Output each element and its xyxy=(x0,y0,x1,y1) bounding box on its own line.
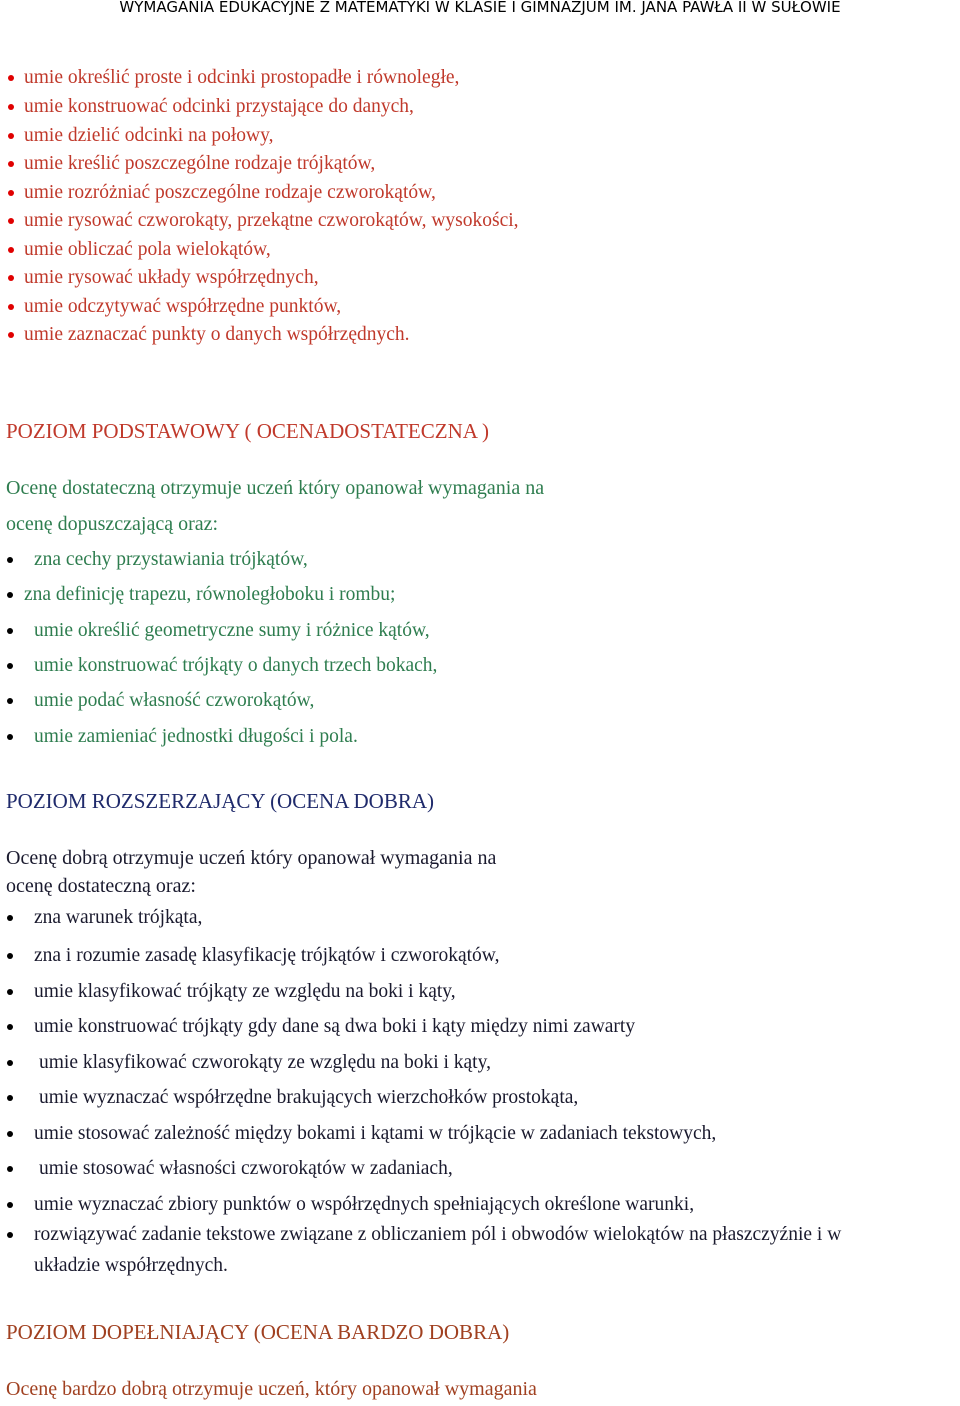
bullet-icon xyxy=(7,989,13,995)
bullet-icon xyxy=(7,1024,13,1030)
complete-level-heading: POZIOM DOPEŁNIAJĄCY (OCENA BARDZO DOBRA) xyxy=(6,1320,510,1344)
basic-level-intro-line1: Ocenę dostateczną otrzymuje uczeń który opanował wymagania na xyxy=(6,477,545,499)
list-item: umie klasyfikować czworokąty ze względu na boki i kąty, xyxy=(39,1051,491,1075)
basic-level-intro-line2: ocenę dopuszczającą oraz: xyxy=(6,513,219,535)
page-header: WYMAGANIA EDUKACYJNE Z MATEMATYKI W KLASIE I GIMNAZJUM IM. JANA PAWŁA II W SUŁOWIE xyxy=(119,0,841,16)
list-item: umie zaznaczać punkty o danych współrzędnych. xyxy=(24,323,410,347)
list-item: umie zamieniać jednostki długości i pola. xyxy=(34,725,358,749)
bullet-icon xyxy=(7,663,13,669)
bullet-icon xyxy=(8,275,14,281)
bullet-icon xyxy=(7,1095,13,1101)
bullet-icon xyxy=(8,75,14,81)
bullet-icon xyxy=(8,104,14,110)
list-item: umie stosować zależność między bokami i kątami w trójkącie w zadaniach tekstowych, xyxy=(34,1122,716,1146)
list-item-continuation: układzie współrzędnych. xyxy=(34,1255,228,1276)
bullet-icon xyxy=(8,161,14,167)
list-item: umie wyznaczać współrzędne brakujących wierzchołków prostokąta, xyxy=(39,1086,578,1110)
list-item: rozwiązywać zadanie tekstowe związane z obliczaniem pól i obwodów wielokątów na płaszczyźnie i w xyxy=(34,1223,841,1247)
bullet-icon xyxy=(7,628,13,634)
bullet-icon xyxy=(7,734,13,740)
extended-level-heading: POZIOM ROZSZERZAJĄCY (OCENA DOBRA) xyxy=(6,789,434,813)
list-item: umie konstruować odcinki przystające do danych, xyxy=(24,95,414,119)
list-item: zna i rozumie zasadę klasyfikację trójkątów i czworokątów, xyxy=(34,944,499,968)
bullet-icon xyxy=(7,592,13,598)
extended-level-intro-line1: Ocenę dobrą otrzymuje uczeń który opanował wymagania na xyxy=(6,847,497,869)
basic-level-heading: POZIOM PODSTAWOWY ( OCENADOSTATECZNA ) xyxy=(6,419,489,443)
list-item: umie wyznaczać zbiory punktów o współrzędnych spełniających określone warunki, xyxy=(34,1193,694,1217)
bullet-icon xyxy=(7,557,13,563)
list-item: umie określić geometryczne sumy i różnice kątów, xyxy=(34,619,430,643)
list-item: umie rysować układy współrzędnych, xyxy=(24,266,319,290)
bullet-icon xyxy=(8,304,14,310)
list-item: umie określić proste i odcinki prostopadłe i równoległe, xyxy=(24,66,459,90)
bullet-icon xyxy=(8,190,14,196)
bullet-icon xyxy=(8,332,14,338)
extended-level-intro-line2: ocenę dostateczną oraz: xyxy=(6,875,196,897)
list-item: umie konstruować trójkąty o danych trzech bokach, xyxy=(34,654,437,678)
bullet-icon xyxy=(8,218,14,224)
list-item: umie rysować czworokąty, przekątne czworokątów, wysokości, xyxy=(24,209,519,233)
list-item: umie konstruować trójkąty gdy dane są dwa boki i kąty między nimi zawarty xyxy=(34,1015,635,1039)
bullet-icon xyxy=(7,1166,13,1172)
complete-level-intro-line1: Ocenę bardzo dobrą otrzymuje uczeń, który opanował wymagania xyxy=(6,1378,537,1400)
bullet-icon xyxy=(7,698,13,704)
list-item: zna definicję trapezu, równoległoboku i rombu; xyxy=(24,583,395,607)
bullet-icon xyxy=(8,247,14,253)
list-item: umie dzielić odcinki na połowy, xyxy=(24,124,273,148)
bullet-icon xyxy=(7,953,13,959)
list-item: umie odczytywać współrzędne punktów, xyxy=(24,295,341,319)
list-item: umie obliczać pola wielokątów, xyxy=(24,238,271,262)
bullet-icon xyxy=(7,1232,13,1238)
list-item: umie kreślić poszczególne rodzaje trójkątów, xyxy=(24,152,375,176)
list-item: zna warunek trójkąta, xyxy=(34,906,202,930)
bullet-icon xyxy=(7,915,13,921)
bullet-icon xyxy=(7,1060,13,1066)
list-item: umie stosować własności czworokątów w zadaniach, xyxy=(39,1157,453,1181)
list-item: umie podać własność czworokątów, xyxy=(34,689,314,713)
list-item: umie klasyfikować trójkąty ze względu na boki i kąty, xyxy=(34,980,456,1004)
bullet-icon xyxy=(7,1202,13,1208)
list-item: umie rozróżniać poszczególne rodzaje czworokątów, xyxy=(24,181,436,205)
bullet-icon xyxy=(7,1131,13,1137)
bullet-icon xyxy=(8,133,14,139)
list-item: zna cechy przystawiania trójkątów, xyxy=(34,548,308,572)
